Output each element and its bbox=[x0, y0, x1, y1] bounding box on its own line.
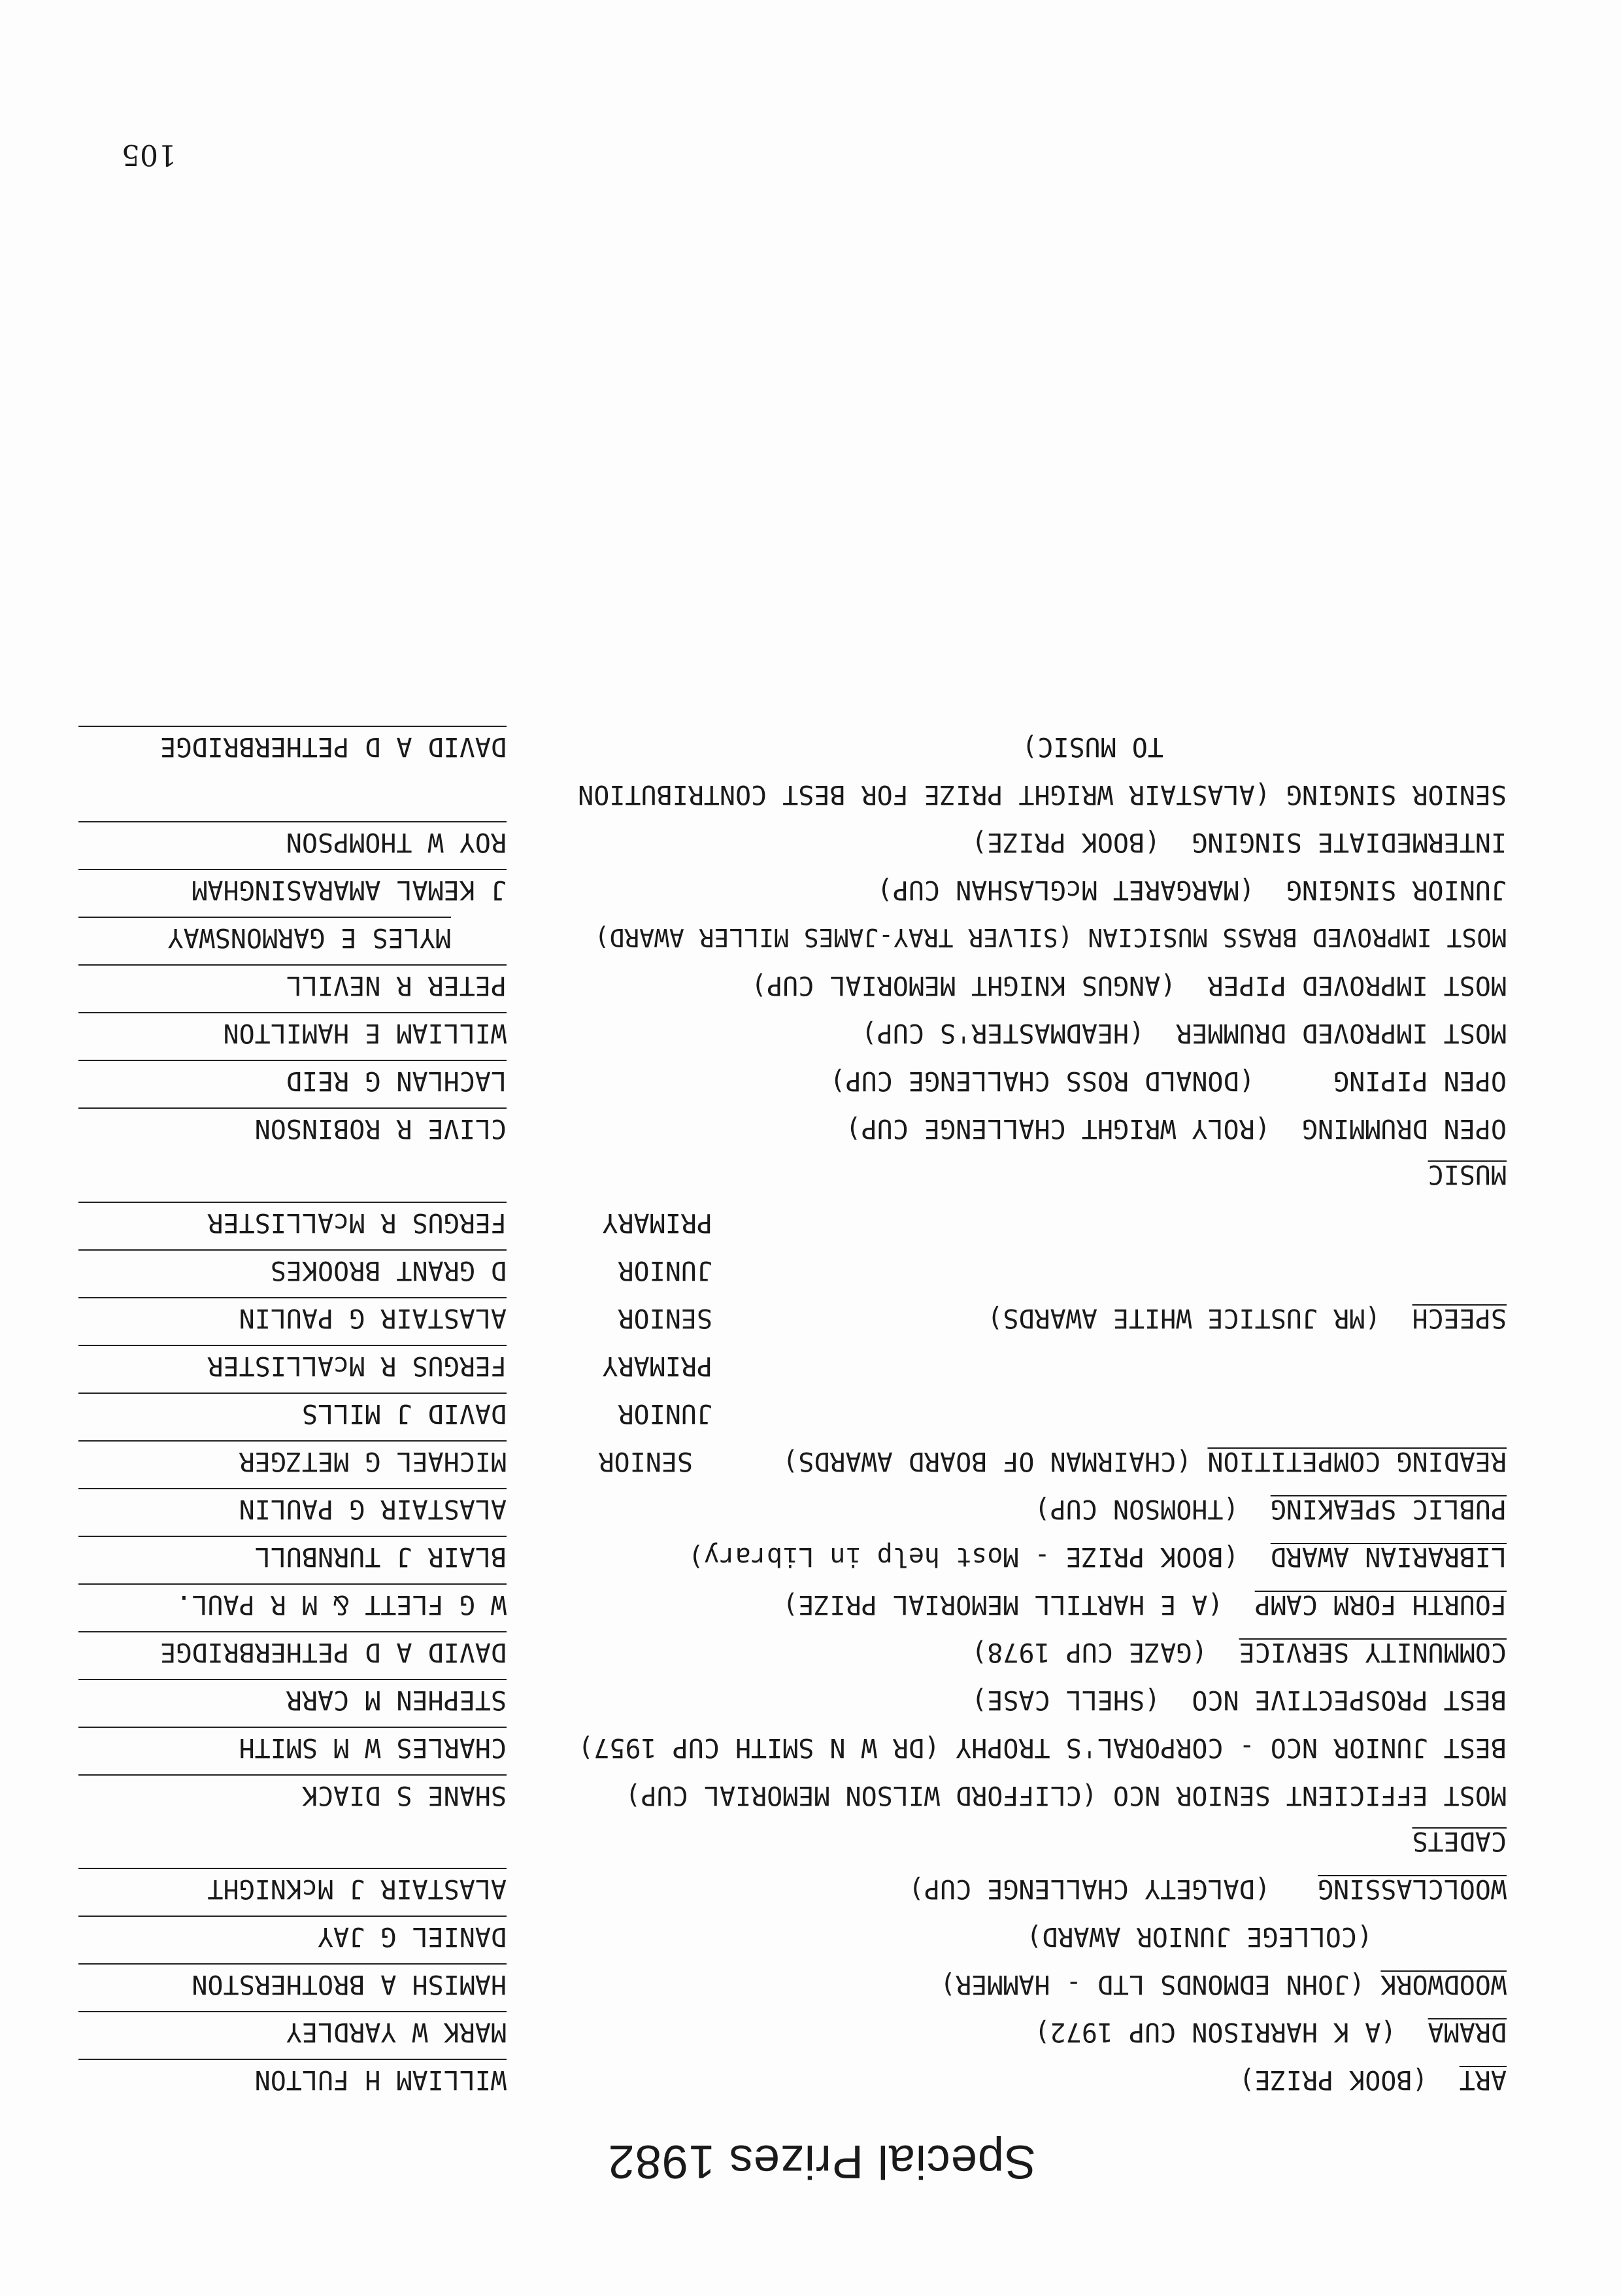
prize-detail: MOST IMPROVED BRASS MUSICIAN (SILVER TRAY-JAMES MILLER AWARD) bbox=[594, 923, 1507, 952]
prize-row-improved-piper bbox=[0, 955, 1621, 1002]
winner-name: CHARLES W M SMITH bbox=[78, 1727, 507, 1764]
prize-detail: (BOOK PRIZE - Most help in Library) bbox=[688, 1542, 1239, 1572]
winner-name: ALASTAIR J McKNIGHT bbox=[78, 1868, 507, 1906]
prize-detail: (BOOK PRIZE) bbox=[1239, 2065, 1428, 2095]
level-label: PRIMARY bbox=[602, 1207, 712, 1238]
prize-detail-continued: TO MUSIC) bbox=[1022, 732, 1163, 762]
prize-detail: (COLLEGE JUNIOR AWARD) bbox=[1026, 1921, 1373, 1951]
winner-name: MARK W YARDLEY bbox=[78, 2011, 507, 2049]
prize-detail: (GAZE CUP 1978) bbox=[971, 1637, 1208, 1667]
section-heading-cadets: CADETS bbox=[1412, 1826, 1507, 1856]
prize-detail: (JOHN EDMONDS LTD - HAMMER) bbox=[940, 1969, 1365, 1999]
prize-label: FOURTH FORM CAMP bbox=[1254, 1589, 1507, 1619]
prize-label: WOOLCLASSING bbox=[1318, 1874, 1507, 1904]
prize-row-speech-primary bbox=[0, 1192, 1621, 1240]
prize-label: ART bbox=[1459, 2065, 1507, 2095]
prize-row-art bbox=[0, 2050, 1621, 2097]
winner-name: ALASTAIR G PAULIN bbox=[78, 1297, 507, 1335]
prize-detail: SENIOR SINGING (ALASTAIR WRIGHT PRIZE FOR BEST CONTRIBUTION bbox=[578, 779, 1507, 809]
prize-row-fourth-form-camp bbox=[0, 1574, 1621, 1621]
winner-name: MICHAEL G METZGER bbox=[78, 1440, 507, 1478]
prize-detail: BEST PROSPECTIVE NCO (SHELL CASE) bbox=[971, 1685, 1507, 1715]
prize-row-woodwork bbox=[0, 1954, 1621, 2001]
winner-name: HAMISH A BROTHERSTON bbox=[78, 1963, 507, 2001]
level-label: JUNIOR bbox=[618, 1398, 712, 1428]
prize-row-senior-singing-cont bbox=[0, 717, 1621, 764]
winner-name: LACHLAN G REID bbox=[78, 1060, 507, 1098]
prize-label: LIBRARIAN AWARD bbox=[1270, 1542, 1507, 1572]
prize-row-woodwork-junior bbox=[0, 1906, 1621, 1953]
prize-row-public-speaking bbox=[0, 1479, 1621, 1526]
level-label: PRIMARY bbox=[602, 1351, 712, 1381]
prize-row-senior-singing bbox=[0, 764, 1621, 811]
prize-row-speech-junior bbox=[0, 1240, 1621, 1287]
prize-label: PUBLIC SPEAKING bbox=[1270, 1494, 1507, 1524]
prize-label: SPEECH bbox=[1412, 1303, 1507, 1333]
prize-detail: (THOMSON CUP) bbox=[1034, 1494, 1239, 1524]
prize-row-speech-senior bbox=[0, 1288, 1621, 1335]
winner-name: MYLES E GARMONSWAY bbox=[78, 917, 451, 954]
winner-name: STEPHEN M CARR bbox=[78, 1679, 507, 1717]
prize-row-reading-primary bbox=[0, 1336, 1621, 1383]
winner-name: CLIVE R ROBINSON bbox=[78, 1107, 507, 1145]
winner-name: FERGUS R McALLISTER bbox=[78, 1345, 507, 1383]
prize-detail: MOST EFFICIENT SENIOR NCO (CLIFFORD WILSON MEMORIAL CUP) bbox=[625, 1780, 1507, 1810]
winner-name: DANIEL G JAY bbox=[78, 1916, 507, 1953]
prize-row-improved-drummer bbox=[0, 1003, 1621, 1050]
prize-row-community-service bbox=[0, 1622, 1621, 1669]
winner-name: ROY W THOMPSON bbox=[78, 821, 507, 859]
prize-row-open-drumming bbox=[0, 1098, 1621, 1145]
winner-name: DAVID A D PETHERBRIDGE bbox=[78, 1631, 507, 1669]
prize-row-prospective-nco bbox=[0, 1670, 1621, 1717]
winner-name: J KEMAL AMARASINGHAM bbox=[78, 869, 507, 907]
prize-label: DRAMA bbox=[1428, 2017, 1507, 2047]
page-title: Special Prizes 1982 bbox=[607, 2135, 1036, 2187]
section-heading-music: MUSIC bbox=[1428, 1159, 1507, 1189]
winner-name: BLAIR J TURNBULL bbox=[78, 1536, 507, 1574]
prize-detail: (DALGETY CHALLENGE CUP) bbox=[908, 1874, 1271, 1904]
prize-row-junior-nco bbox=[0, 1717, 1621, 1764]
prize-row-junior-singing bbox=[0, 860, 1621, 907]
prize-detail: (A K HARRISON CUP 1972) bbox=[1034, 2017, 1397, 2047]
level-label: SENIOR bbox=[618, 1303, 712, 1333]
prize-row-improved-brass bbox=[0, 907, 1621, 954]
winner-name: W G FLETT & M R PAUL. bbox=[78, 1583, 507, 1621]
prize-label: READING COMPETITION bbox=[1207, 1446, 1507, 1476]
prize-row-senior-nco bbox=[0, 1765, 1621, 1812]
prize-detail: OPEN PIPING (DONALD ROSS CHALLENGE CUP) bbox=[829, 1066, 1507, 1096]
prize-row-woolclassing bbox=[0, 1859, 1621, 1906]
prize-label: COMMUNITY SERVICE bbox=[1239, 1637, 1507, 1667]
prize-row-drama bbox=[0, 2002, 1621, 2049]
level-label: SENIOR bbox=[598, 1446, 693, 1476]
level-label: JUNIOR bbox=[618, 1255, 712, 1285]
winner-name: PETER R NEVILL bbox=[78, 964, 507, 1002]
prize-label: WOODWORK bbox=[1380, 1969, 1507, 1999]
prize-detail: MOST IMPROVED DRUMMER (HEADMASTER'S CUP) bbox=[861, 1018, 1507, 1048]
winner-name: DAVID A D PETHERBRIDGE bbox=[78, 726, 507, 764]
winner-name: WILLIAM H FULTON bbox=[78, 2059, 507, 2097]
prize-detail: JUNIOR SINGING (MARGARET McGLASHAN CUP) bbox=[877, 875, 1507, 905]
prize-detail: (A E HARTILL MEMORIAL PRIZE) bbox=[782, 1589, 1224, 1619]
page-number: 105 bbox=[122, 138, 176, 171]
winner-name: SHANE S DIACK bbox=[78, 1774, 507, 1812]
prize-row-open-piping bbox=[0, 1051, 1621, 1098]
winner-name: D GRANT BROOKES bbox=[78, 1249, 507, 1287]
prize-row-reading-junior bbox=[0, 1383, 1621, 1430]
prize-row-intermediate-singing bbox=[0, 812, 1621, 859]
winner-name: DAVID J MILLS bbox=[78, 1393, 507, 1430]
prize-row-reading-senior bbox=[0, 1431, 1621, 1478]
prize-detail: OPEN DRUMMING (ROLY WRIGHT CHALLENGE CUP) bbox=[845, 1113, 1507, 1143]
winner-name: FERGUS R McALLISTER bbox=[78, 1202, 507, 1240]
winner-name: WILLIAM E HAMILTON bbox=[78, 1012, 507, 1050]
prize-detail: MOST IMPROVED PIPER (ANGUS KNIGHT MEMORIAL CUP) bbox=[751, 970, 1507, 1000]
winner-name: ALASTAIR G PAULIN bbox=[78, 1488, 507, 1526]
prize-detail: BEST JUNIOR NCO - CORPORAL'S TROPHY (DR W N SMITH CUP 1957) bbox=[578, 1732, 1507, 1763]
prize-detail: (MR JUSTICE WHITE AWARDS) bbox=[987, 1303, 1381, 1333]
prize-detail: INTERMEDIATE SINGING (BOOK PRIZE) bbox=[971, 827, 1507, 857]
prize-row-librarian bbox=[0, 1527, 1621, 1574]
prize-detail: (CHAIRMAN OF BOARD AWARDS) bbox=[782, 1446, 1192, 1476]
